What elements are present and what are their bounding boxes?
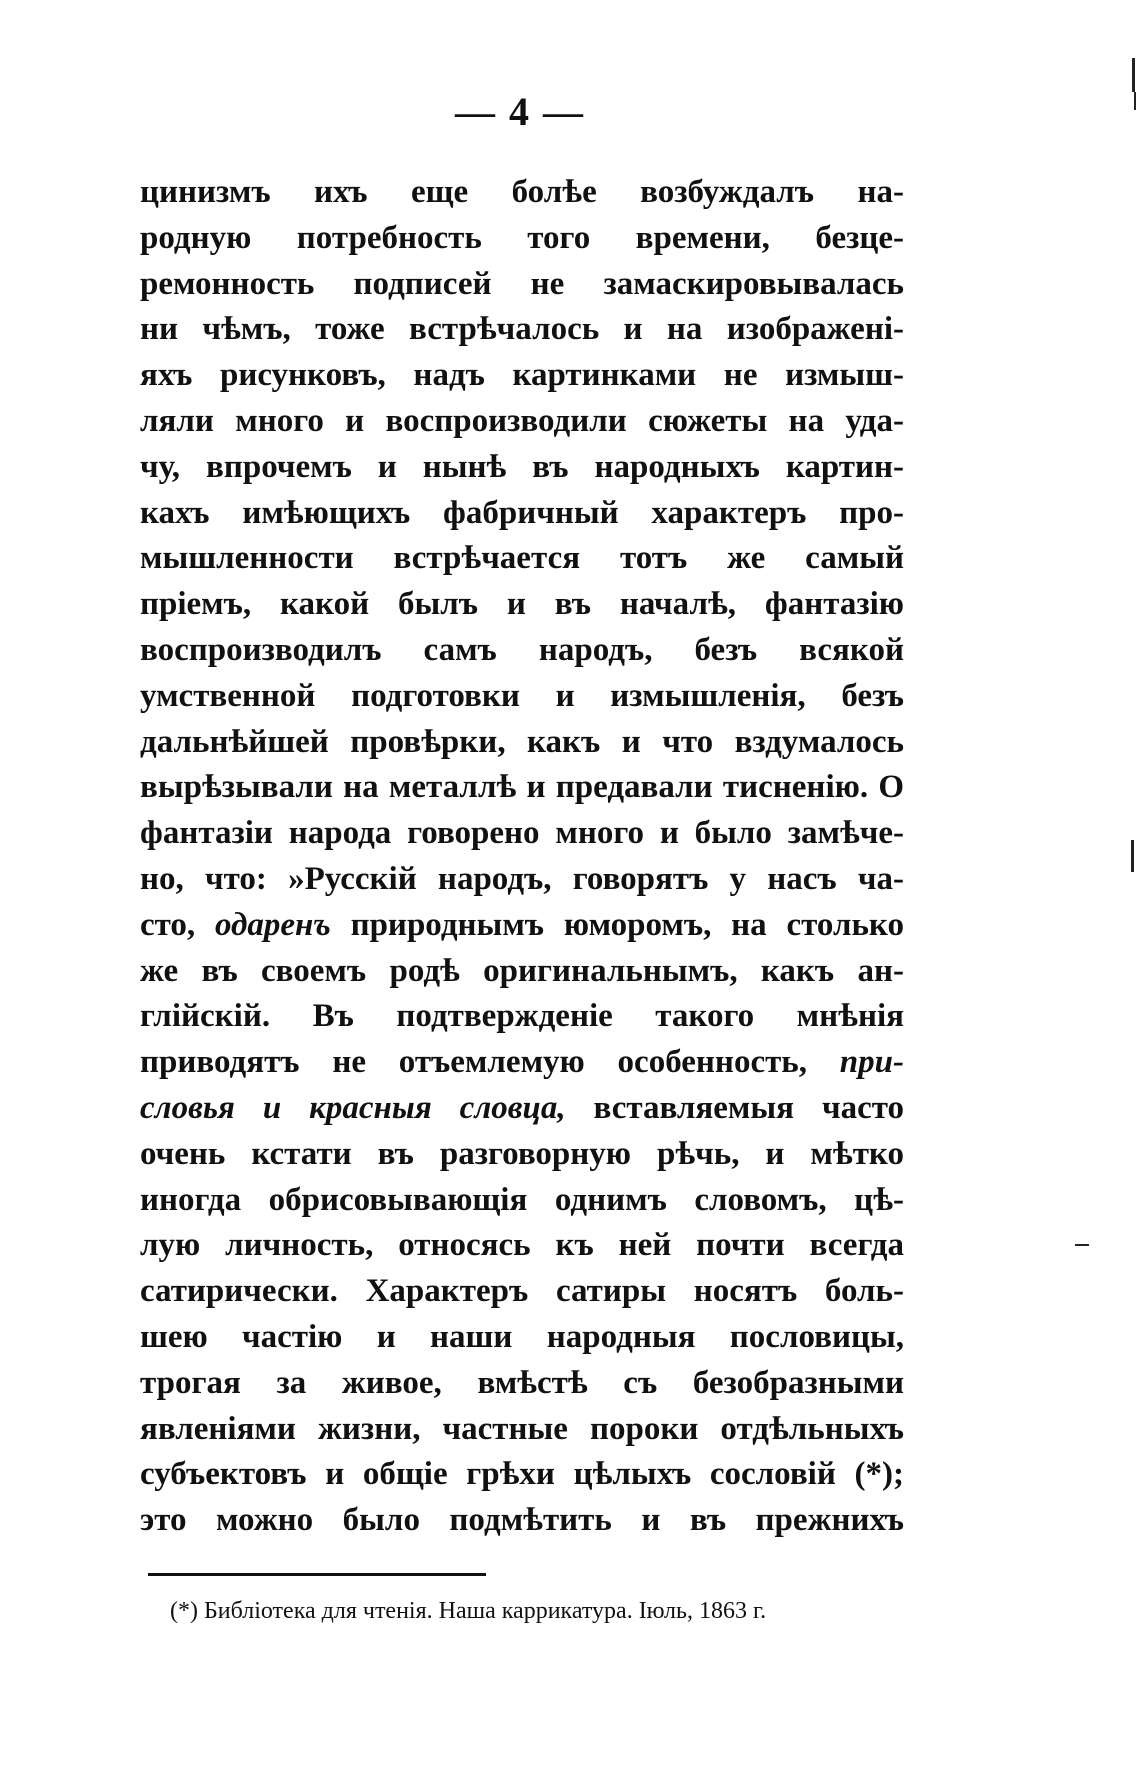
page-edge-mark <box>1075 1244 1089 1246</box>
text-line <box>140 399 904 445</box>
page-edge-mark <box>1131 840 1134 872</box>
text-run: очень кстати въ разговорную рѣчь, и мѣтко <box>140 1135 904 1172</box>
footnote: (*) Библіотека для чтенія. Наша каррикатура. Іюль, 1863 г. <box>170 1598 767 1624</box>
text-line <box>140 720 904 766</box>
text-run: дальнѣйшей провѣрки, какъ и что вздумалось <box>140 723 904 760</box>
text-run: вставляемыя часто <box>565 1089 904 1126</box>
text-line <box>140 582 904 628</box>
page-edge-mark <box>1134 92 1136 110</box>
text-run: ремонность подписей не замаскировывалась <box>140 265 904 302</box>
text-run: трогая за живое, вмѣстѣ съ безобразными <box>140 1364 904 1401</box>
text-run: шею частію и наши народныя пословицы, <box>140 1318 904 1355</box>
text-run: вырѣзывали на металлѣ и предавали тисненію. О <box>140 769 904 806</box>
text-line <box>140 1132 904 1178</box>
text-run: природнымъ юморомъ, на столько <box>330 906 904 943</box>
italic-phrase: при- <box>839 1044 904 1081</box>
text-run: ляли много и воспроизводили сюжеты на уда- <box>140 402 904 439</box>
text-run: мышленности встрѣчается тотъ же самый <box>140 540 904 577</box>
page-edge-mark <box>1132 58 1135 92</box>
text-run: чу, впрочемъ и нынѣ въ народныхъ картин- <box>140 448 904 485</box>
text-run: фантазіи народа говорено много и было замѣче- <box>140 815 904 852</box>
text-run: но, что: »Русскій народъ, говорятъ у насъ ча- <box>140 860 904 897</box>
italic-phrase: словья и красныя словца, <box>140 1089 566 1126</box>
text-line <box>140 1361 904 1407</box>
text-line <box>140 307 904 353</box>
text-run: сто, <box>140 906 215 943</box>
text-line <box>140 1269 904 1315</box>
text-run: воспроизводилъ самъ народъ, безъ всякой <box>140 631 904 668</box>
text-line <box>140 765 904 811</box>
text-line <box>140 262 904 308</box>
text-run: цинизмъ ихъ еще болѣе возбуждалъ на- <box>140 174 904 210</box>
text-line <box>140 994 904 1040</box>
text-line <box>140 628 904 674</box>
body-text <box>140 170 904 1544</box>
text-line <box>140 445 904 491</box>
page-number: — 4 — <box>455 89 585 134</box>
text-line <box>140 216 904 262</box>
italic-phrase: одаренъ <box>214 906 331 943</box>
text-line <box>140 170 904 216</box>
text-run: пріемъ, какой былъ и въ началѣ, фантазію <box>140 586 904 623</box>
text-run: субъектовъ и общіе грѣхи цѣлыхъ сословій (*); <box>140 1456 904 1493</box>
text-run: приводятъ не отъемлемую особенность, <box>140 1044 840 1081</box>
text-line <box>140 1407 904 1453</box>
text-line <box>140 857 904 903</box>
text-line <box>140 1178 904 1224</box>
text-run: сатирически. Характеръ сатиры носятъ боль- <box>140 1273 904 1310</box>
text-line <box>140 1452 904 1498</box>
text-line <box>140 536 904 582</box>
text-run: явленіями жизни, частные пороки отдѣльныхъ <box>140 1410 904 1447</box>
text-run: лую личность, относясь къ ней почти всегда <box>140 1227 904 1264</box>
text-run: родную потребность того времени, безце- <box>140 219 904 256</box>
text-line <box>140 1315 904 1361</box>
text-line <box>140 1040 904 1086</box>
text-line <box>140 903 904 949</box>
text-line <box>140 674 904 720</box>
text-line <box>140 491 904 537</box>
text-run: яхъ рисунковъ, надъ картинками не измыш- <box>140 357 904 394</box>
text-run: иногда обрисовывающія однимъ словомъ, цѣ- <box>140 1181 904 1218</box>
text-line <box>140 949 904 995</box>
text-run: кахъ имѣющихъ фабричный характеръ про- <box>140 494 904 531</box>
text-line <box>140 1223 904 1269</box>
text-line <box>140 1086 904 1132</box>
text-line <box>140 1498 904 1544</box>
text-run: умственной подготовки и измышленія, безъ <box>140 677 904 714</box>
footnote-divider <box>148 1573 486 1576</box>
text-run: ни чѣмъ, тоже встрѣчалось и на изображені- <box>140 311 904 348</box>
text-line <box>140 811 904 857</box>
text-run: же въ своемъ родѣ оригинальнымъ, какъ ан- <box>140 952 904 989</box>
text-run: глійскій. Въ подтвержденіе такого мнѣнія <box>140 998 904 1035</box>
text-line <box>140 353 904 399</box>
text-run: это можно было подмѣтить и въ прежнихъ <box>140 1502 904 1539</box>
